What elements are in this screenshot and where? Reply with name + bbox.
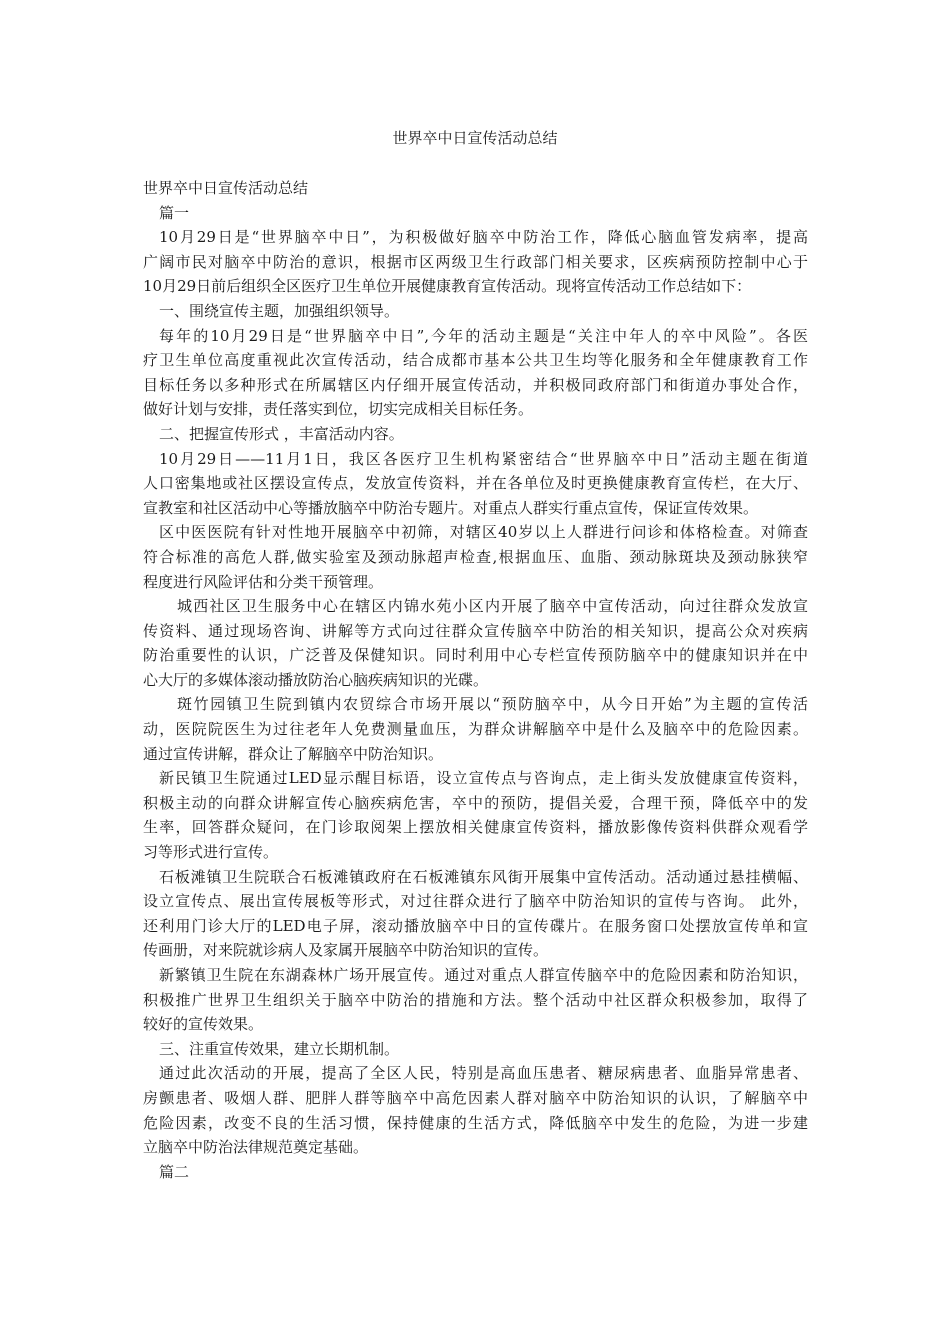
text-line: 防治重要性的认识，广泛普及保健知识。同时利用中心专栏宣传预防脑卒中的健康知识并在中 bbox=[143, 646, 808, 665]
text-line: 符合标准的高危人群,做实验室及颈动脉超声检查,根据血压、血脂、颈动脉斑块及颈动脉狭窄 bbox=[143, 547, 808, 566]
text-line: 宣教室和社区活动中心等播放脑卒中防治专题片。对重点人群实行重点宣传，保证宣传效果。 bbox=[143, 498, 759, 517]
text-line: 传画册，对来院就诊病人及家属开展脑卒中防治知识的宣传。 bbox=[143, 941, 549, 960]
text-line: 做好计划与安排，责任落实到位，切实完成相关目标任务。 bbox=[143, 400, 534, 419]
text-line: 篇一 bbox=[159, 203, 190, 222]
text-line: 世界卒中日宣传活动总结 bbox=[143, 179, 309, 197]
text-line: 新繁镇卫生院在东湖森林广场开展宣传。通过对重点人群宣传脑卒中的危险因素和防治知识， bbox=[159, 966, 808, 984]
text-line: 较好的宣传效果。 bbox=[143, 1015, 264, 1034]
text-line: 积极主动的向群众讲解宣传心脑疾病危害，卒中的预防，提倡关爱，合理干预，降低卒中的发 bbox=[143, 793, 808, 812]
text-line: 广阔市民对脑卒中防治的意识，根据市区两级卫生行政部门相关要求，区疾病预防控制中心于 bbox=[143, 252, 808, 271]
text-line: 新民镇卫生院通过LED显示醒目标语，设立宣传点与咨询点，走上街头发放健康宣传资料， bbox=[159, 769, 808, 788]
text-line: 城西社区卫生服务中心在辖区内锦水苑小区内开展了脑卒中宣传活动，向过往群众发放宣 bbox=[177, 597, 808, 616]
text-line: 石板滩镇卫生院联合石板滩镇政府在石板滩镇东风街开展集中宣传活动。活动通过悬挂横幅、 bbox=[159, 867, 808, 886]
text-line: 心大厅的多媒体滚动播放防治心脑疾病知识的光碟。 bbox=[143, 670, 489, 689]
text-line: 区中医医院有针对性地开展脑卒中初筛，对辖区40岁以上人群进行问诊和体格检查。对筛查 bbox=[159, 523, 808, 542]
text-line: 程度进行风险评估和分类干预管理。 bbox=[143, 572, 384, 591]
text-line: 动，医院院医生为过往老年人免费测量血压，为群众讲解脑卒中是什么及脑卒中的危险因素。 bbox=[143, 720, 808, 739]
text-line: 危险因素，改变不良的生活习惯，保持健康的生活方式，降低脑卒中发生的危险，为进一步建 bbox=[143, 1113, 808, 1132]
text-line: 篇二 bbox=[159, 1162, 190, 1181]
document-title: 世界卒中日宣传活动总结 bbox=[392, 129, 558, 147]
text-line: 10月29日前后组织全区医疗卫生单位开展健康教育宣传活动。现将宣传活动工作总结如下： bbox=[143, 277, 752, 296]
text-line: 三、注重宣传效果，建立长期机制。 bbox=[159, 1039, 400, 1058]
text-line: 10月29日——11月1日，我区各医疗卫生机构紧密结合“世界脑卒中日”活动主题在街道 bbox=[159, 449, 808, 468]
text-line: 设立宣传点、展出宣传展板等形式，对过往群众进行了脑卒中防治知识的宣传与咨询。 此外， bbox=[143, 892, 808, 911]
text-line: 10月29日是“世界脑卒中日”，为积极做好脑卒中防治工作，降低心脑血管发病率，提高 bbox=[159, 228, 808, 247]
text-line: 二、把握宣传形式 ，丰富活动内容。 bbox=[159, 424, 404, 443]
text-line: 每年的10月29日是“世界脑卒中日”,今年的活动主题是“关注中年人的卒中风险”。各医 bbox=[159, 326, 808, 345]
text-line: 通过宣传讲解，群众让了解脑卒中防治知识。 bbox=[143, 744, 444, 763]
text-line: 习等形式进行宣传。 bbox=[143, 843, 279, 862]
text-line: 生率，回答群众疑问，在门诊取阅架上摆放相关健康宣传资料，播放影像传资料供群众观看学 bbox=[143, 818, 808, 837]
text-line: 一、围绕宣传主题，加强组织领导。 bbox=[159, 301, 400, 320]
text-line: 房颤患者、吸烟人群、肥胖人群等脑卒中高危因素人群对脑卒中防治知识的认识，了解脑卒中 bbox=[143, 1088, 808, 1107]
text-line: 疗卫生单位高度重视此次宣传活动，结合成都市基本公共卫生均等化服务和全年健康教育工作 bbox=[143, 351, 808, 370]
text-line: 目标任务以多种形式在所属辖区内仔细开展宣传活动，并积极同政府部门和街道办事处合作， bbox=[143, 375, 808, 394]
text-line: 斑竹园镇卫生院到镇内农贸综合市场开展以“预防脑卒中，从今日开始”为主题的宣传活 bbox=[177, 695, 808, 714]
text-line: 传资料、通过现场咨询、讲解等方式向过往群众宣传脑卒中防治的相关知识，提高公众对疾病 bbox=[143, 621, 808, 640]
text-line: 还利用门诊大厅的LED电子屏，滚动播放脑卒中日的宣传碟片。在服务窗口处摆放宣传单和宣 bbox=[143, 916, 808, 935]
text-line: 积极推广世界卫生组织关于脑卒中防治的措施和方法。整个活动中社区群众积极参加，取得了 bbox=[143, 990, 808, 1009]
document-body bbox=[143, 176, 808, 1184]
text-line: 通过此次活动的开展，提高了全区人民，特别是高血压患者、糖尿病患者、血脂异常患者、 bbox=[159, 1064, 808, 1083]
text-line: 人口密集地或社区摆设宣传点，发放宣传资料，并在各单位及时更换健康教育宣传栏，在大厅、 bbox=[143, 474, 808, 493]
text-line: 立脑卒中防治法律规范奠定基础。 bbox=[143, 1138, 369, 1157]
